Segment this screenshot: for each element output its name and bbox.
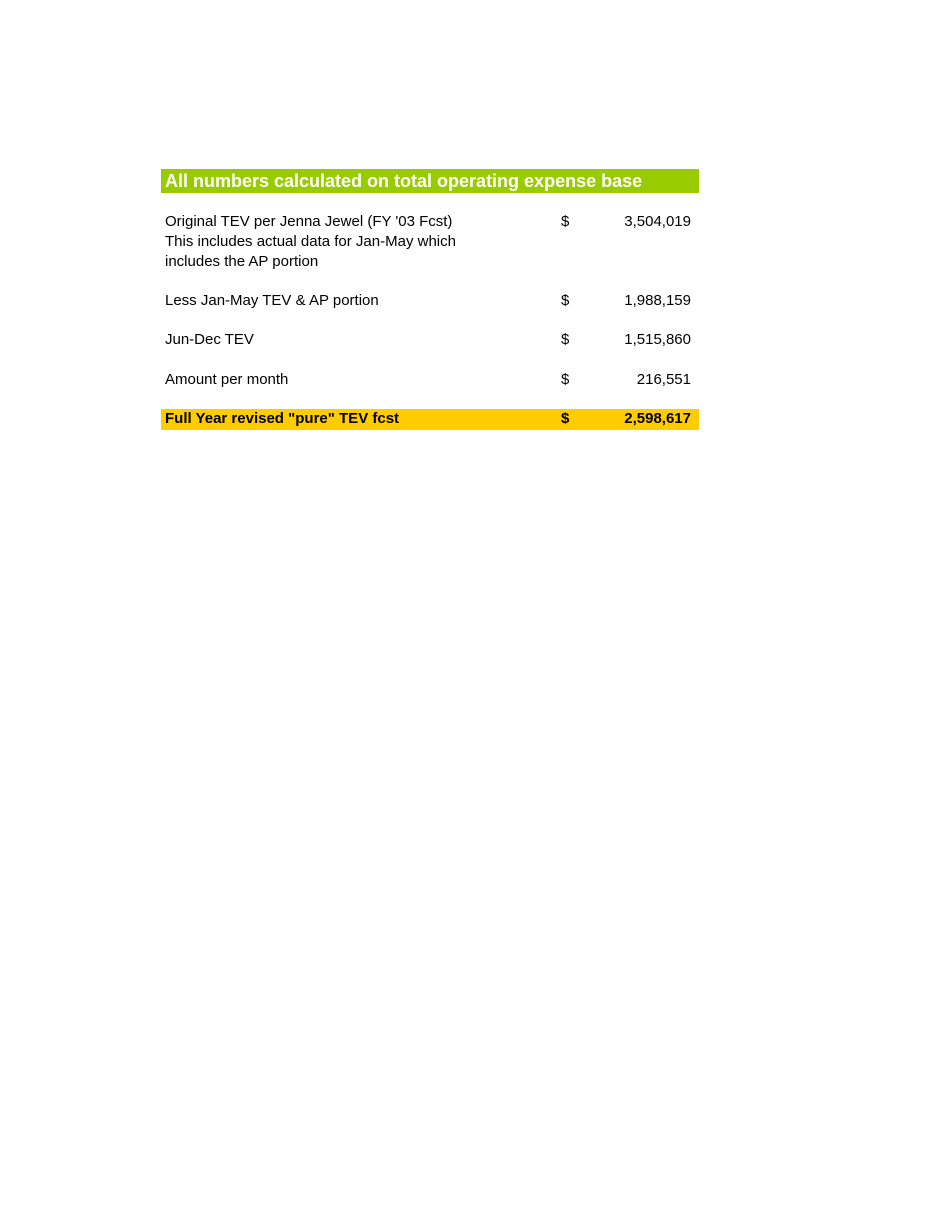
row-label: Less Jan-May TEV & AP portion (165, 292, 379, 309)
amount-value: 1,515,860 (624, 331, 691, 348)
amount-value: 3,504,019 (624, 213, 691, 230)
section-title: All numbers calculated on total operating expense base (161, 169, 699, 193)
amount-value: 216,551 (636, 371, 691, 388)
total-label: Full Year revised "pure" TEV fcst (165, 410, 400, 427)
row-label-line: Original TEV per Jenna Jewel (FY '03 Fcst) (165, 213, 453, 230)
row-full-year-total (161, 409, 699, 430)
row-label-line: includes the AP portion (165, 253, 319, 270)
row-label (165, 212, 505, 272)
currency-symbol: $ (561, 292, 570, 309)
currency-symbol: $ (561, 410, 570, 427)
row-label: Amount per month (165, 371, 289, 388)
currency-symbol: $ (561, 371, 570, 388)
currency-symbol: $ (561, 213, 570, 230)
total-value: 2,598,617 (624, 410, 691, 427)
row-label-line: This includes actual data for Jan-May which (165, 233, 456, 250)
currency-symbol: $ (561, 331, 570, 348)
row-label: Jun-Dec TEV (165, 331, 254, 348)
amount-value: 1,988,159 (624, 292, 691, 309)
